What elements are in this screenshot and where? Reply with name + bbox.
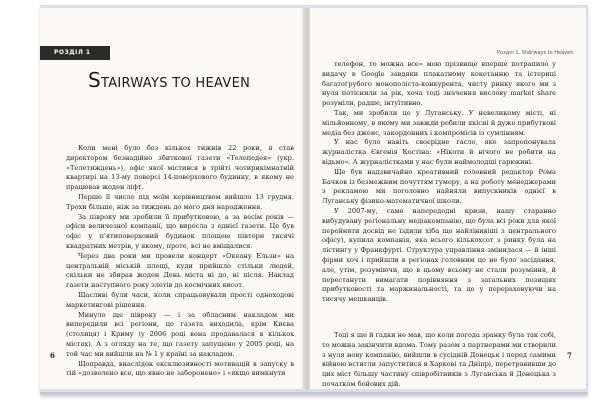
page-number-right: 7 — [567, 351, 572, 360]
left-body-text — [66, 144, 294, 379]
paragraph: Коли мені було без кількох тижнів 22 роки, я став директором безнадійно збиткової газети «Телепедея» (укр. «Телетиждень»), офіс якої містився в трійті чотирикімнатній квартирі на 13-му поверсі 14-поверхового будинку, в якому не працював жоден ліфт. — [66, 144, 294, 192]
book-shadow — [40, 392, 588, 398]
chapter-title — [88, 68, 298, 92]
page-number-left: 6 — [50, 351, 55, 360]
paragraph: Через два роки ми провели концерт «Океану Ельзи» на центральній міській площі, куди прийшло стільки людей, скільки не збирав жоден День міста ні до, ні після. Наклад газети наступного року злетів до космічних висот. — [66, 251, 294, 290]
paragraph: Перше її число під моїм керівництвом вийшло 13 грудня. Трохи більше, ніж за тиждень до мого дня народження. — [66, 192, 294, 211]
paragraph: Так, ми зробили це у Луганську. У невеликому місті, ні мільйонному, в якому ми завжди робили якісні й дуже прибуткові медіа без дженс, закордонних і компромісів із сумлінням. — [322, 108, 556, 137]
left-page — [40, 8, 307, 389]
running-head: Розділ 1. Stairways to Heaven — [497, 50, 574, 56]
paragraph: Ще був надзвичайно креативний головний редактор Рома Бачков із безмежним почуттям гумору, а на роботу менеджерами з рекламою ми поголовно найняли випускників однієї в Луганську фізико-математичної школи. — [322, 167, 556, 206]
paragraph: Тоді я ще й гадки не мав, що коли погода зранку була так собі, то можна закінчити вдома. Тому разом з партнерами ми створили з нуля нову компанію, вийшли в сусідній Донецьк і перед самими війною встигли запуститися в Харкові та Дніпрі, перетравивши до цих міст більшу частину співробітників з Луганська й Донецька з початком бойових дій. — [322, 330, 556, 388]
chapter-title-initial: S — [88, 68, 101, 92]
paragraph: У нас було навіть своєрідне гасло, яке запропонувала журналістка Євгенія Костіна: «Нікоти й нічого не робити на відьмо». А журналістками у нас були наймолодші гарюкині. — [322, 138, 556, 166]
right-page — [310, 8, 586, 389]
paragraph: У 2007-му, саме напередодні кризи, нашу старанно вибудувану регіональну медіакомпанію, що була всі роки для якої перейняти досвід не їздили хіба що найлінивіші з центрального офісу), купила компанія, яка всього кількохсот з ринку була на лістингу у Франкфурті. Структура управління змінилася — й інші фірми хоч і прийшли в регіонах головним це не було засідання, але, утім, розуміючи, що в цьому всьому не стали розуміння, й перестанути вимагати порівняння з загальних позиціях прибутковості та маржинальності, та це у перераховуючи на тисячу мешканців. — [322, 206, 556, 304]
paragraph: За півроку ми зробили її прибутковою, а за весім років — офіси величезної компанії, що виросла з однієї газети. Це був офіс у п'ятиповерховий будинок площею півтори тисячі квадратних метрів, у якому, проте, всі не вміщалися. — [66, 212, 294, 250]
open-book — [40, 5, 588, 395]
chapter-label: РОЗДІЛ 1 — [40, 46, 110, 60]
chapter-title-rest: TAIRWAYS TO HEAVEN — [101, 76, 251, 91]
paragraph: Щасливі були часи, коли спрацьовували прості одноходові маркетингові рішення. — [66, 290, 294, 309]
paragraph: Минуло ще півроку — і за обласним накладом ми випередили всі регіони, це газета виходила, крім Києва (столиця) і Криму (у 2006 році вона продавалася в кількох містах). А з огляду на те, що газету запущено у 2005 році, на той час ми вийшли на № 1 у країні за накладом. — [66, 310, 294, 358]
right-body-text — [322, 60, 556, 389]
paragraph: Щоправда, внаслідок ексклюзивності мотивацій в запуску в тій «дозволено все, що явно не заборонено» і «якщо вимкнути — [66, 359, 294, 378]
paragraph: телефон, то можна все» мою прізвище вперше потрапило у видачу в Google завдяки плакатному кокетанню та істериці багатогрубого монополіста-конкурента, чисту ринку якого ми з нуля потіснили за рік, хоча тоді значення вислову market share розуміли, радше, інтуїтивно. — [322, 60, 556, 108]
